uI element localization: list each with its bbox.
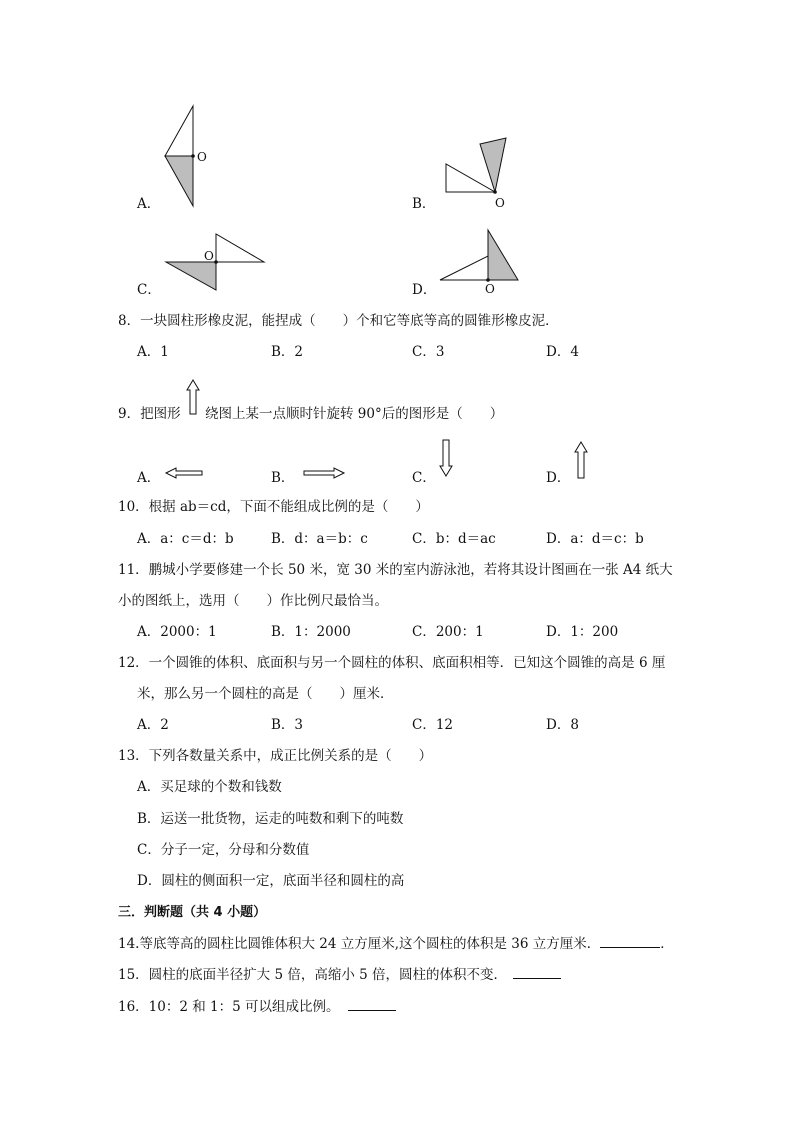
right-arrow-icon: [302, 466, 346, 480]
q7-option-d-letter: D．: [412, 282, 437, 298]
q13-option-b[interactable]: B．运送一批货物，运走的吨数和剩下的吨数: [137, 811, 404, 827]
q7-figure-d: [436, 226, 522, 284]
q10-option-d[interactable]: D．a：d＝c：b: [546, 531, 644, 547]
q12-option-c[interactable]: C．12: [412, 717, 454, 733]
q14-end: ．: [660, 936, 674, 952]
q8-option-d[interactable]: D．4: [546, 344, 579, 360]
q13-option-c[interactable]: C．分子一定，分母和分数值: [137, 842, 310, 858]
q9-stem-before: 9．把图形: [118, 406, 181, 422]
q7-option-a-letter: A．: [137, 196, 161, 212]
q10-option-a[interactable]: A．a：c＝d：b: [137, 531, 234, 547]
q16-answer-blank[interactable]: [348, 998, 396, 1011]
q15-row: [118, 966, 561, 984]
q12-option-a[interactable]: A．2: [137, 717, 169, 733]
q9-option-c-letter: C．: [412, 470, 436, 486]
q8-option-c[interactable]: C．3: [412, 344, 445, 360]
q11-stem-line2: 小的图纸上，选用（ ）作比例尺最恰当。: [118, 593, 388, 609]
q9-option-a-letter: A．: [137, 470, 161, 486]
down-arrow-icon: [437, 438, 455, 478]
q16-row: [118, 998, 396, 1016]
q10-stem: 10．根据 ab＝cd，下面不能组成比例的是（ ）: [118, 499, 429, 515]
q8-option-b[interactable]: B．2: [271, 344, 304, 360]
q9-option-d-letter: D．: [546, 470, 571, 486]
q10-option-c[interactable]: C．b：d＝ac: [412, 531, 496, 547]
q14-row: [118, 935, 674, 953]
section-heading: 三．判断题（共 4 小题）: [118, 905, 267, 920]
q12-option-b[interactable]: B．3: [271, 717, 304, 733]
q14-text: 14.等底等高的圆柱比圆锥体积大 24 立方厘米,这个圆柱的体积是 36 立方厘米．: [118, 936, 601, 952]
q10-option-b[interactable]: B．d：a＝b：c: [271, 531, 368, 547]
up-arrow-figure: [184, 378, 202, 416]
q13-option-a[interactable]: A．买足球的个数和钱数: [137, 779, 282, 795]
q7-option-c-point: O: [204, 249, 214, 263]
q11-option-d[interactable]: D．1：200: [546, 624, 619, 640]
q11-option-c[interactable]: C．200：1: [412, 624, 484, 640]
q15-answer-blank[interactable]: [513, 966, 561, 979]
left-arrow-icon: [164, 466, 204, 480]
q7-option-a-point: O: [197, 150, 207, 164]
q15-text: 15．圆柱的底面半径扩大 5 倍，高缩小 5 倍，圆柱的体积不变．: [118, 967, 508, 983]
q9-stem-after: 绕图上某一点顺时针旋转 90°后的图形是（ ）: [205, 406, 504, 422]
q7-option-b-point: O: [495, 196, 505, 210]
q12-stem-line1: 12．一个圆锥的体积、底面积与另一个圆柱的体积、底面积相等．已知这个圆锥的高是 6 厘: [118, 655, 666, 671]
q7-figure-b: [440, 134, 512, 200]
q12-option-d[interactable]: D．8: [546, 717, 579, 733]
q13-stem: 13．下列各数量关系中，成正比例关系的是（ ）: [118, 748, 433, 764]
q11-stem-line1: 11．鹏城小学要修建一个长 50 米，宽 30 米的室内游泳池，若将其设计图画在一张 A4 纸大: [118, 562, 673, 578]
q13-option-d[interactable]: D．圆柱的侧面积一定，底面半径和圆柱的高: [137, 873, 405, 889]
q11-option-a[interactable]: A．2000：1: [137, 624, 217, 640]
q16-text: 16．10：2 和 1：5 可以组成比例。: [118, 999, 340, 1015]
q14-answer-blank[interactable]: [600, 935, 660, 948]
q7-option-b-letter: B．: [412, 196, 436, 212]
q9-option-b-letter: B．: [271, 470, 295, 486]
q8-stem: 8．一块圆柱形橡皮泥，能捏成（ ）个和它等底等高的圆锥形橡皮泥．: [118, 313, 559, 329]
q12-stem-line2: 米，那么另一个圆柱的高是（ ）厘米．: [137, 686, 394, 702]
q8-option-a[interactable]: A．1: [137, 344, 169, 360]
up-arrow-icon: [572, 440, 590, 480]
q7-figure-c: [162, 230, 270, 294]
q7-option-d-point: O: [485, 282, 495, 296]
q11-option-b[interactable]: B．1：2000: [271, 624, 351, 640]
q7-option-c-letter: C．: [137, 282, 161, 298]
